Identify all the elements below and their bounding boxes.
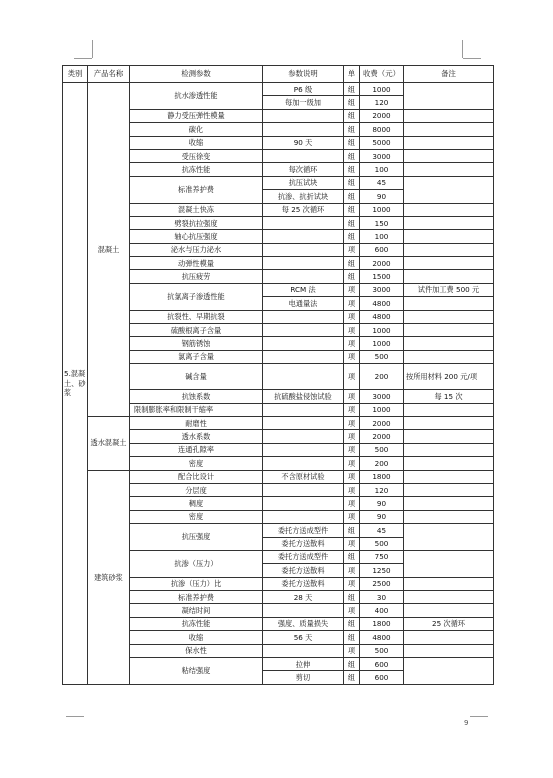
unit-cell: 项 [344,283,360,296]
remark-cell [404,416,494,429]
remark-cell: 按所用材料 200 元/项 [404,364,494,390]
fee-cell: 90 [360,190,404,203]
remark-cell [404,497,494,510]
param-cell: 氯离子含量 [130,350,263,363]
note-cell [263,457,344,470]
unit-cell: 项 [344,416,360,429]
fee-cell: 3000 [360,149,404,162]
fee-cell: 3000 [360,283,404,296]
header-product: 产品名称 [88,66,130,83]
note-cell: 不含原材试验 [263,470,344,483]
category-cell: 5.混凝土、砂浆 [63,83,88,685]
param-cell: 限制膨胀率和限制干缩率 [130,403,263,416]
remark-cell [404,658,494,685]
unit-cell: 项 [344,297,360,310]
note-cell [263,416,344,429]
unit-cell: 组 [344,591,360,604]
unit-cell: 组 [344,216,360,229]
remark-cell [404,83,494,110]
note-cell [263,350,344,363]
fee-cell: 150 [360,216,404,229]
note-cell: 每次循环 [263,163,344,176]
fee-cell: 2500 [360,577,404,590]
fee-cell: 45 [360,524,404,537]
fee-cell: 8000 [360,123,404,136]
fee-cell: 1250 [360,564,404,577]
remark-cell [404,216,494,229]
table-row [63,83,494,96]
unit-cell: 项 [344,510,360,523]
remark-cell [404,524,494,551]
remark-cell [404,350,494,363]
remark-cell [404,203,494,216]
param-cell: 硫酸根离子含量 [130,324,263,337]
unit-cell: 组 [344,617,360,630]
note-cell: 56 天 [263,631,344,644]
remark-cell [404,644,494,657]
param-cell: 收缩 [130,136,263,149]
param-cell: 混凝土快冻 [130,203,263,216]
fee-cell: 1000 [360,203,404,216]
note-cell: 委托方送散料 [263,564,344,577]
unit-cell: 组 [344,524,360,537]
unit-cell: 项 [344,324,360,337]
remark-cell [404,470,494,483]
param-cell: 抗渗（压力）比 [130,577,263,590]
note-cell [263,270,344,283]
remark-cell [404,176,494,203]
remark-cell [404,324,494,337]
fee-cell: 45 [360,176,404,189]
remark-cell [404,337,494,350]
note-cell [263,324,344,337]
fee-cell: 3000 [360,390,404,403]
note-cell: 强度、质量损失 [263,617,344,630]
param-cell: 静力受压弹性模量 [130,109,263,122]
fee-cell: 1000 [360,403,404,416]
unit-cell: 组 [344,136,360,149]
header-param: 检测参数 [130,66,263,83]
unit-cell: 项 [344,337,360,350]
unit-cell: 项 [344,470,360,483]
remark-cell: 25 次循环 [404,617,494,630]
fee-cell: 4800 [360,310,404,323]
unit-cell: 项 [344,403,360,416]
fee-cell: 2000 [360,416,404,429]
remark-cell [404,230,494,243]
param-cell: 收缩 [130,631,263,644]
page-number: 9 [464,719,469,727]
remark-cell [404,604,494,617]
note-cell [263,109,344,122]
note-cell [263,257,344,270]
param-cell: 分层度 [130,483,263,496]
product-concrete: 混凝土 [88,83,130,417]
fee-cell: 120 [360,96,404,109]
note-cell: 委托方送散料 [263,537,344,550]
param-cell: 耐磨性 [130,416,263,429]
remark-cell [404,631,494,644]
param-cell: 保水性 [130,644,263,657]
param-cell: 碱含量 [130,364,263,390]
remark-cell [404,443,494,456]
note-cell [263,604,344,617]
fee-cell: 100 [360,230,404,243]
note-cell: 抗硫酸盐侵蚀试验 [263,390,344,403]
unit-cell: 项 [344,310,360,323]
fee-table [62,65,494,685]
unit-cell: 组 [344,109,360,122]
unit-cell: 组 [344,163,360,176]
note-cell: 每 25 次循环 [263,203,344,216]
unit-cell: 组 [344,270,360,283]
crop-mark-top-right-h [463,58,481,59]
unit-cell: 组 [344,123,360,136]
fee-cell: 1000 [360,337,404,350]
unit-cell: 组 [344,631,360,644]
fee-cell: 500 [360,350,404,363]
fee-cell: 90 [360,510,404,523]
note-cell: RCM 法 [263,283,344,296]
remark-cell [404,109,494,122]
fee-cell: 4800 [360,631,404,644]
note-cell [263,510,344,523]
unit-cell: 项 [344,457,360,470]
param-cell: 碳化 [130,123,263,136]
param-cell: 抗渗（压力） [130,550,263,577]
fee-cell: 750 [360,550,404,563]
unit-cell: 项 [344,430,360,443]
fee-cell: 1800 [360,617,404,630]
note-cell: 每加一级加 [263,96,344,109]
fee-cell: 200 [360,364,404,390]
param-cell: 抗蚀系数 [130,390,263,403]
fee-cell: 5000 [360,136,404,149]
fee-cell: 30 [360,591,404,604]
note-cell [263,644,344,657]
footer-line-left [66,716,84,717]
table-row [63,470,494,483]
fee-cell: 600 [360,671,404,684]
unit-cell: 项 [344,564,360,577]
param-cell: 劈裂抗拉强度 [130,216,263,229]
note-cell [263,230,344,243]
remark-cell [404,483,494,496]
header-category: 类别 [63,66,88,83]
table-row [63,416,494,429]
remark-cell [404,310,494,323]
remark-cell: 每 15 次 [404,390,494,403]
note-cell [263,430,344,443]
param-cell: 轴心抗压强度 [130,230,263,243]
param-cell: 凝结时间 [130,604,263,617]
note-cell [263,149,344,162]
header-note: 参数说明 [263,66,344,83]
note-cell: P6 级 [263,83,344,96]
unit-cell: 项 [344,443,360,456]
footer-line-right [470,716,488,717]
note-cell: 28 天 [263,591,344,604]
param-cell: 抗压强度 [130,524,263,551]
unit-cell: 组 [344,176,360,189]
remark-cell [404,257,494,270]
remark-cell [404,430,494,443]
param-cell: 动弹性模量 [130,257,263,270]
remark-cell [404,550,494,577]
remark-cell [404,577,494,590]
product-permeable: 透水混凝土 [88,416,130,470]
remark-cell [404,136,494,149]
param-cell: 抗水渗透性能 [130,83,263,110]
fee-cell: 90 [360,497,404,510]
note-cell: 委托方送成型件 [263,550,344,563]
header-remark: 备注 [404,66,494,83]
unit-cell: 项 [344,497,360,510]
unit-cell: 组 [344,149,360,162]
unit-cell: 组 [344,96,360,109]
unit-cell: 组 [344,203,360,216]
param-cell: 稠度 [130,497,263,510]
remark-cell [404,510,494,523]
fee-cell: 500 [360,644,404,657]
note-cell: 委托方送散料 [263,577,344,590]
param-cell: 泌水与压力泌水 [130,243,263,256]
fee-cell: 100 [360,163,404,176]
remark-cell [404,163,494,176]
unit-cell: 项 [344,644,360,657]
unit-cell: 组 [344,190,360,203]
fee-cell: 2000 [360,430,404,443]
note-cell: 抗渗、抗折试块 [263,190,344,203]
crop-mark-top-left-v [92,40,93,58]
fee-cell: 500 [360,443,404,456]
param-cell: 粘结强度 [130,658,263,685]
note-cell [263,310,344,323]
note-cell: 委托方送成型件 [263,524,344,537]
note-cell: 剪切 [263,671,344,684]
table-header-row [63,66,494,83]
unit-cell: 项 [344,483,360,496]
param-cell: 抗氯离子渗透性能 [130,283,263,310]
note-cell [263,443,344,456]
param-cell: 配合比设计 [130,470,263,483]
fee-cell: 500 [360,537,404,550]
unit-cell: 组 [344,658,360,671]
fee-cell: 1500 [360,270,404,283]
unit-cell: 组 [344,83,360,96]
unit-cell: 组 [344,550,360,563]
fee-cell: 2000 [360,257,404,270]
unit-cell: 项 [344,604,360,617]
unit-cell: 项 [344,243,360,256]
param-cell: 抗压疲劳 [130,270,263,283]
param-cell: 抗裂性、早期抗裂 [130,310,263,323]
fee-cell: 1800 [360,470,404,483]
note-cell [263,483,344,496]
param-cell: 抗冻性能 [130,163,263,176]
note-cell: 拉伸 [263,658,344,671]
unit-cell: 项 [344,364,360,390]
remark-cell [404,457,494,470]
fee-cell: 400 [360,604,404,617]
note-cell [263,216,344,229]
remark-cell [404,297,494,310]
note-cell [263,123,344,136]
remark-cell: 试件加工费 500 元 [404,283,494,296]
param-cell: 密度 [130,510,263,523]
unit-cell: 项 [344,390,360,403]
unit-cell: 项 [344,537,360,550]
param-cell: 连通孔隙率 [130,443,263,456]
remark-cell [404,591,494,604]
fee-cell: 4800 [360,297,404,310]
fee-cell: 1000 [360,83,404,96]
param-cell: 受压徐变 [130,149,263,162]
param-cell: 密度 [130,457,263,470]
product-mortar: 建筑砂浆 [88,470,130,684]
note-cell: 90 天 [263,136,344,149]
param-cell: 标准养护费 [130,591,263,604]
note-cell: 抗压试块 [263,176,344,189]
note-cell [263,403,344,416]
note-cell: 电通量法 [263,297,344,310]
note-cell [263,243,344,256]
note-cell [263,497,344,510]
crop-mark-top-right-v [462,40,463,58]
unit-cell: 组 [344,671,360,684]
fee-cell: 120 [360,483,404,496]
unit-cell: 组 [344,257,360,270]
remark-cell [404,403,494,416]
note-cell [263,337,344,350]
remark-cell [404,149,494,162]
fee-cell: 600 [360,243,404,256]
fee-cell: 1000 [360,324,404,337]
header-fee: 收费（元） [360,66,404,83]
unit-cell: 项 [344,577,360,590]
header-unit: 单 [344,66,360,83]
fee-cell: 200 [360,457,404,470]
fee-cell: 600 [360,658,404,671]
param-cell: 透水系数 [130,430,263,443]
note-cell [263,364,344,390]
crop-mark-top-left-h [74,58,92,59]
param-cell: 抗冻性能 [130,617,263,630]
remark-cell [404,123,494,136]
remark-cell [404,270,494,283]
unit-cell: 组 [344,230,360,243]
param-cell: 钢筋锈蚀 [130,337,263,350]
unit-cell: 项 [344,350,360,363]
remark-cell [404,243,494,256]
param-cell: 标准养护费 [130,176,263,203]
fee-cell: 2000 [360,109,404,122]
